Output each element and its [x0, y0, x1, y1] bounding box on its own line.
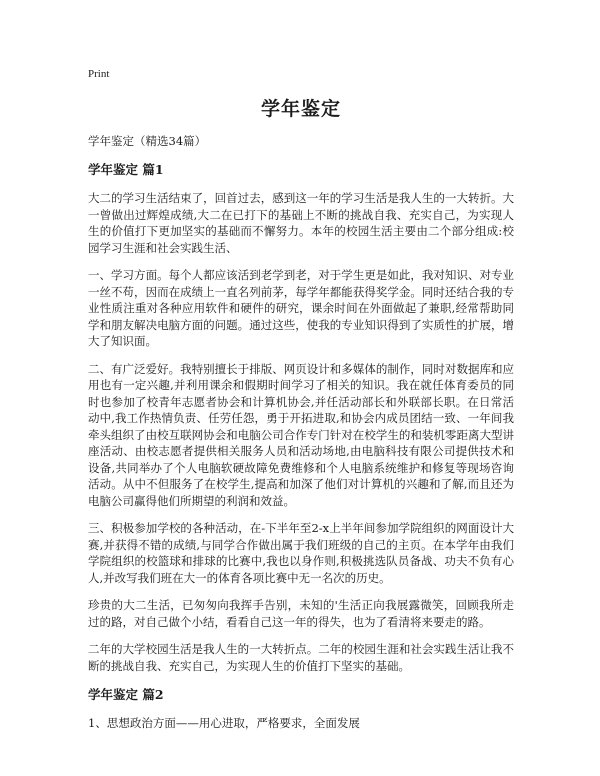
- subtitle: 学年鉴定（精选34篇）: [88, 134, 207, 148]
- paragraph: 二年的大学校园生活是我人生的一大转折点。二年的校园生涯和社会实践生活让我不断的挑战自我、充实自己，为实现人生的价值打下坚实的基础。: [88, 642, 514, 673]
- paragraph: 大二的学习生活结束了，回首过去，感到这一年的学习生活是我人生的一大转折。大一曾做出过辉煌成绩,大二在已打下的基础上不断的挑战自我、充实自己，为实现人生的价值打下更加坚实的基础而不懈努力。本年的校园生活主要由二个部分组成:校园学习生涯和社会实践生活、: [88, 191, 514, 255]
- section-heading: 学年鉴定 篇1: [88, 162, 164, 177]
- paragraph: 二、有广泛爱好。我特别擅长于排版、网页设计和多媒体的制作，同时对数据库和应用也有一定兴趣,并利用课余和假期时间学习了相关的知识。我在就任体育委员的同时也参加了校青年志愿者协会和计算机协会,并任活动部长和外联部长职。在日常活动中,我工作热情负责、任劳任怨，勇于开拓进取,和协会内成员团结一致、一年间我牵头组织了由校互联网协会和电脑公司合作专门针对在校学生的和装机零距离大型讲座活动、由校志愿者提供相关服务人员和活动场地,由电脑科技有限公司提供技术和设备,共同举办了个人电脑软硬故障免费维修和个人电脑系统维护和修复等现场咨询活动。从中不但服务了在校学生,提高和加深了他们对计算机的兴趣和了解,而且还为电脑公司赢得他们所期望的利润和效益。: [88, 361, 514, 508]
- paragraph: 珍贵的大二生活，已匆匆向我挥手告别，未知的'生活正向我展露微笑，回顾我所走过的路，对自己做个小结，看看自己这一年的得失，也为了看清将来要走的路。: [88, 598, 514, 629]
- section-2: [88, 685, 514, 732]
- paragraph: 一、学习方面。每个人都应该活到老学到老，对于学生更是如此，我对知识、对专业一丝不苟，因而在成绩上一直名列前茅，每学年都能获得奖学金。同时还结合我的专业性质注重对各种应用软件和硬件的研究，课余时间在外面做起了兼职,经常帮助同学和朋友解决电脑方面的问题。通过这些，使我的专业知识得到了实质性的扩展，增大了知识面。: [88, 268, 514, 348]
- paragraph: 1、思想政治方面——用心进取，严格要求，全面发展: [88, 716, 360, 730]
- section-heading: 学年鉴定 篇2: [88, 687, 164, 702]
- page-title: 学年鉴定: [260, 98, 341, 120]
- paragraph: 三、积极参加学校的各种活动，在-下半年至2-x上半年间参加学院组织的网面设计大赛,并获得不错的成绩,与同学合作做出属于我们班级的自己的主页。在本学年由我们学院组织的校篮球和排球的比赛中,我也以身作则,积极挑选队员备战、功夫不负有心人,并改写我们班在大一的体育各项比赛中无一名次的历史。: [88, 521, 514, 585]
- section-1: [88, 160, 514, 674]
- print-link[interactable]: Print: [88, 68, 110, 80]
